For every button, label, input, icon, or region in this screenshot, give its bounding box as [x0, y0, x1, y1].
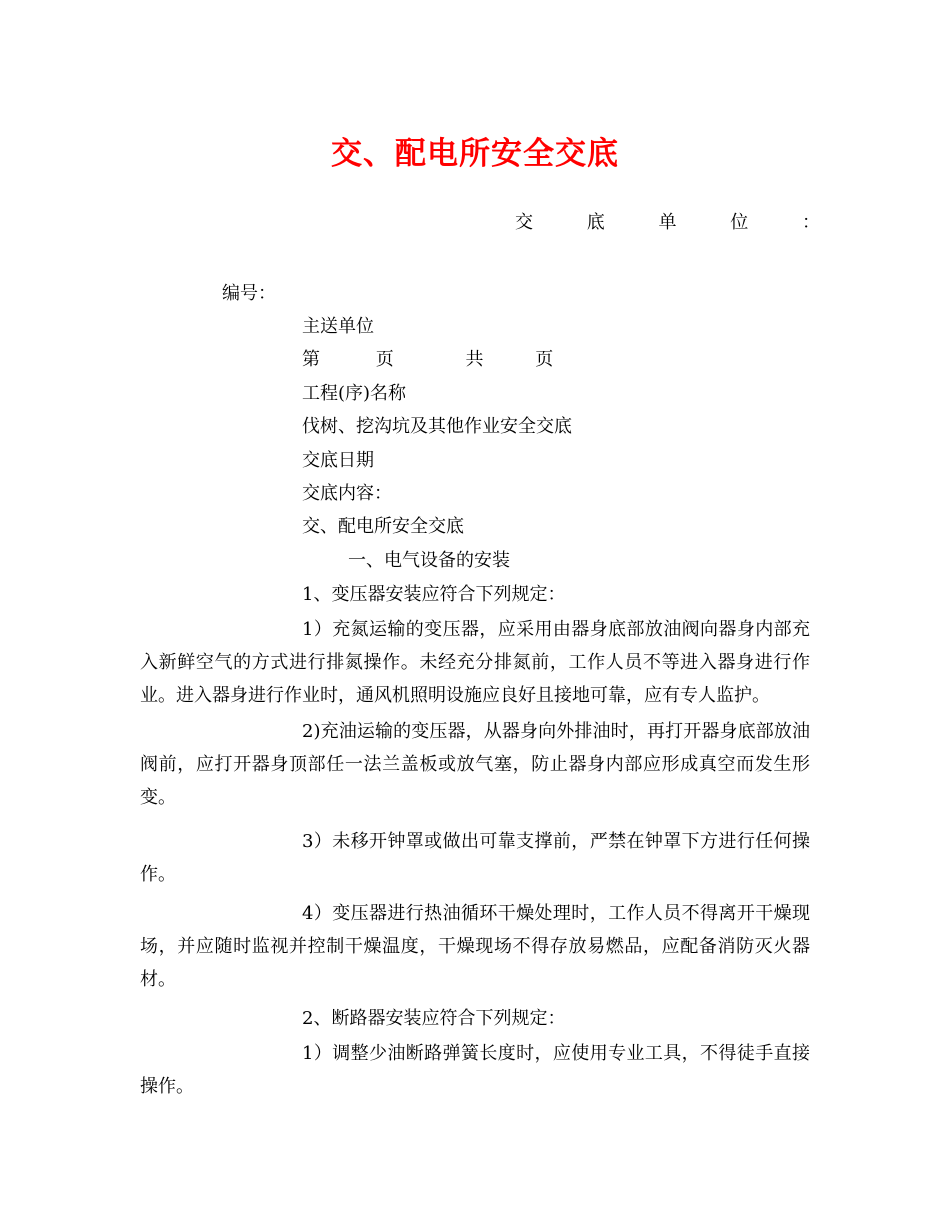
unit-char: 单 [658, 212, 677, 233]
page-char: 页 [535, 349, 554, 370]
project-name-value: 伐树、挖沟坑及其他作业安全交底 [302, 416, 572, 437]
date-label: 交底日期 [302, 450, 374, 471]
number-label: 编号： [222, 283, 276, 304]
main-unit-label: 主送单位 [302, 316, 374, 337]
unit-char: 底 [586, 212, 605, 233]
page-char: 页 [375, 349, 394, 370]
paragraph: 1）调整少油断路弹簧长度时，应使用专业工具，不得徒手直接操作。 [140, 1043, 810, 1097]
paragraph: 1）充氮运输的变压器，应采用由器身底部放油阀向器身内部充入新鲜空气的方式进行排氮操作。未经充分排氮前，工作人员不等进入器身进行作业。进入器身进行作业时，通风机照明设施应良好且接地可靠，应有专人监护。 [140, 619, 810, 706]
page-char: 共 [465, 349, 484, 370]
page-count-row [302, 348, 553, 372]
project-name-label: 工程(序)名称 [302, 383, 407, 404]
unit-char: 位 [730, 212, 749, 233]
paragraph: 3）未移开钟罩或做出可靠支撑前，严禁在钟罩下方进行任何操作。 [140, 831, 810, 885]
content-label: 交底内容： [302, 483, 392, 504]
issuing-unit-label [515, 208, 820, 234]
unit-char: ： [802, 212, 820, 233]
item-heading: 1、变压器安装应符合下列规定： [302, 584, 566, 605]
content-subtitle: 交、配电所安全交底 [302, 516, 464, 537]
unit-char: 交 [515, 212, 533, 233]
item-heading: 2、断路器安装应符合下列规定： [302, 1008, 566, 1029]
page-char: 第 [302, 349, 320, 370]
paragraph: 4）变压器进行热油循环干燥处理时，工作人员不得离开干燥现场，并应随时监视并控制干燥温度，干燥现场不得存放易燃品，应配备消防灭火器材。 [140, 903, 810, 990]
section-heading: 一、电气设备的安装 [348, 550, 510, 571]
document-title: 交、配电所安全交底 [331, 136, 619, 172]
paragraph: 2)充油运输的变压器，从器身向外排油时，再打开器身底部放油阀前，应打开器身顶部任一法兰盖板或放气塞，防止器身内部应形成真空而发生形变。 [140, 721, 810, 808]
